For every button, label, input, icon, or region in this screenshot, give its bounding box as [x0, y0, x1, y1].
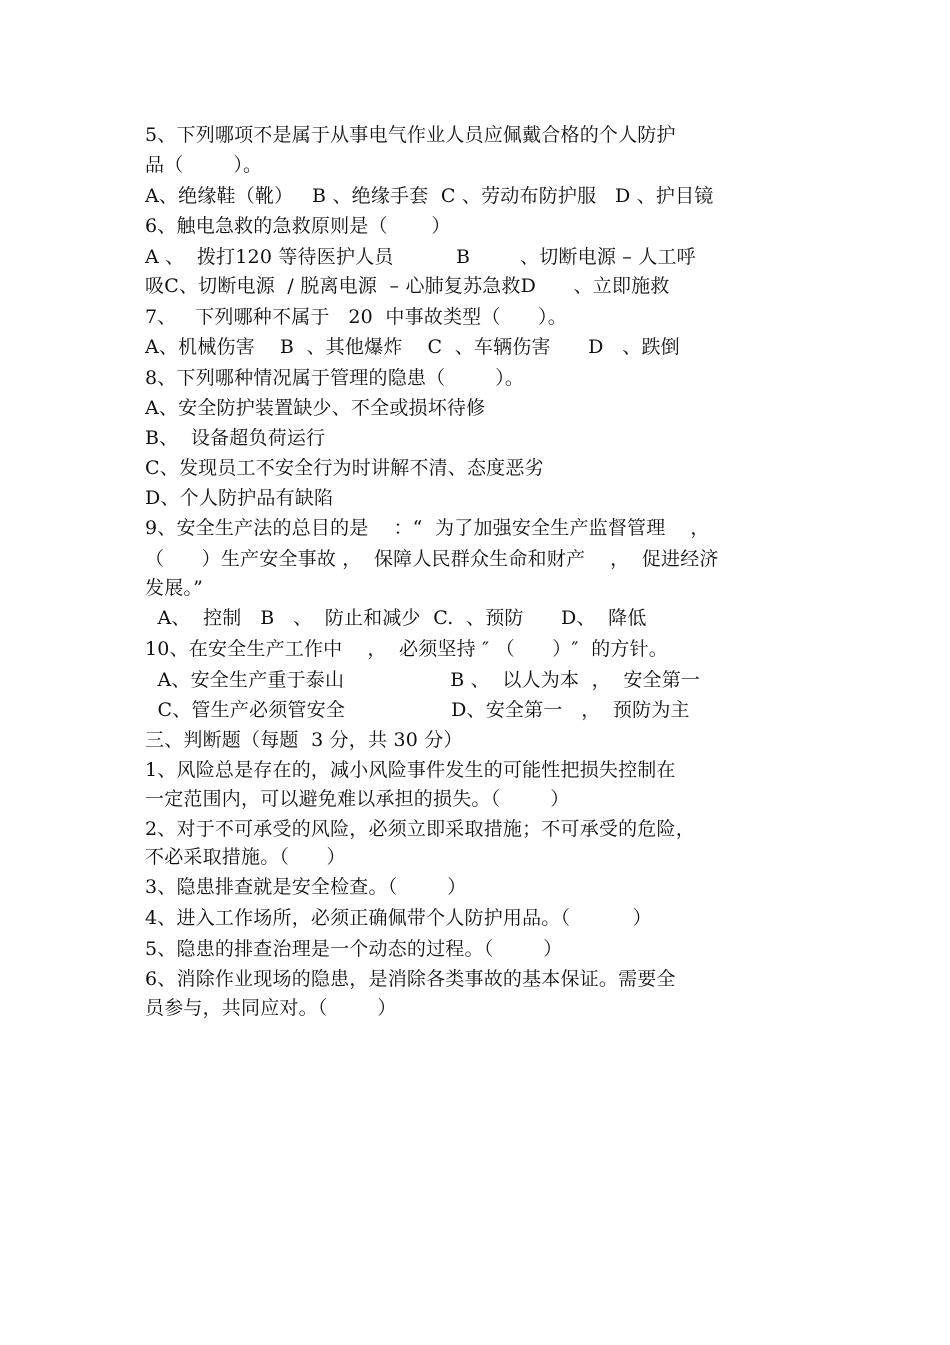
question-9-options: A、 控制 B 、 防止和减少 C. 、预防 D、 降低	[145, 607, 647, 629]
question-10-options-ab: A、安全生产重于泰山 B 、 以人为本 ， 安全第一	[145, 669, 701, 691]
question-5-text: 5、下列哪项不是属于从事电气作业人员应佩戴合格的个人防护	[145, 124, 676, 146]
question-8-text: 8、下列哪种情况属于管理的隐患（ ）。	[145, 367, 525, 389]
judge-6-text: 6、消除作业现场的隐患，是消除各类事故的基本保证。需要全	[145, 968, 676, 990]
judge-3-text: 3、隐患排查就是安全检查。（ ）	[145, 876, 467, 898]
judge-1-text: 1、风险总是存在的，减小风险事件发生的可能性把损失控制在	[145, 759, 676, 781]
question-6-options: A 、 拨打120 等待医护人员 B 、切断电源 – 人工呼	[145, 246, 696, 268]
question-7-options: A、机械伤害 B 、其他爆炸 C 、车辆伤害 D 、跌倒	[145, 336, 680, 358]
question-10-options-cd: C、管生产必须管安全 D、安全第一 ， 预防为主	[145, 699, 690, 721]
judge-2-text: 2、对于不可承受的风险，必须立即采取措施；不可承受的危险，	[145, 818, 695, 840]
question-8-option-c: C、发现员工不安全行为时讲解不清、态度恶劣	[145, 457, 544, 479]
question-7-text: 7、 下列哪种不属于 20 中事故类型（ ）。	[145, 306, 567, 328]
question-5-text-cont: 品（ ）。	[145, 154, 263, 176]
question-9-text-cont: （ ）生产安全事故 ， 保障人民群众生命和财产 ， 促进经济	[145, 548, 719, 570]
question-8-option-a: A、安全防护装置缺少、不全或损坏待修	[145, 397, 486, 419]
judge-4-text: 4、进入工作场所，必须正确佩带个人防护用品。（ ）	[145, 907, 652, 929]
question-6-options-cont: 吸C、切断电源 / 脱离电源 – 心肺复苏急救D 、立即施救	[145, 275, 670, 297]
judge-2-text-cont: 不必采取措施。（ ）	[145, 846, 346, 868]
judge-1-text-cont: 一定范围内，可以避免难以承担的损失。（ ）	[145, 788, 570, 810]
question-9-text: 9、安全生产法的总目的是 ：“ 为了加强安全生产监督管理 ，	[145, 517, 710, 539]
section-three-heading: 三、判断题（每题 3 分，共 30 分）	[145, 729, 463, 751]
question-5-options: A、绝缘鞋（靴） B 、绝缘手套 C 、劳动布防护服 D 、护目镜	[145, 185, 714, 207]
judge-5-text: 5、隐患的排查治理是一个动态的过程。（ ）	[145, 938, 563, 960]
question-9-text-end: 发展。”	[145, 577, 204, 599]
question-6-text: 6、触电急救的急救原则是（ ）	[145, 215, 451, 237]
question-8-option-b: B、 设备超负荷运行	[145, 427, 326, 449]
question-10-text: 10、在安全生产工作中 ， 必须坚持 ″ （ ）″ 的方针。	[145, 638, 669, 660]
judge-6-text-cont: 员参与，共同应对。（ ）	[145, 997, 397, 1019]
question-8-option-d: D、个人防护品有缺陷	[145, 487, 334, 509]
